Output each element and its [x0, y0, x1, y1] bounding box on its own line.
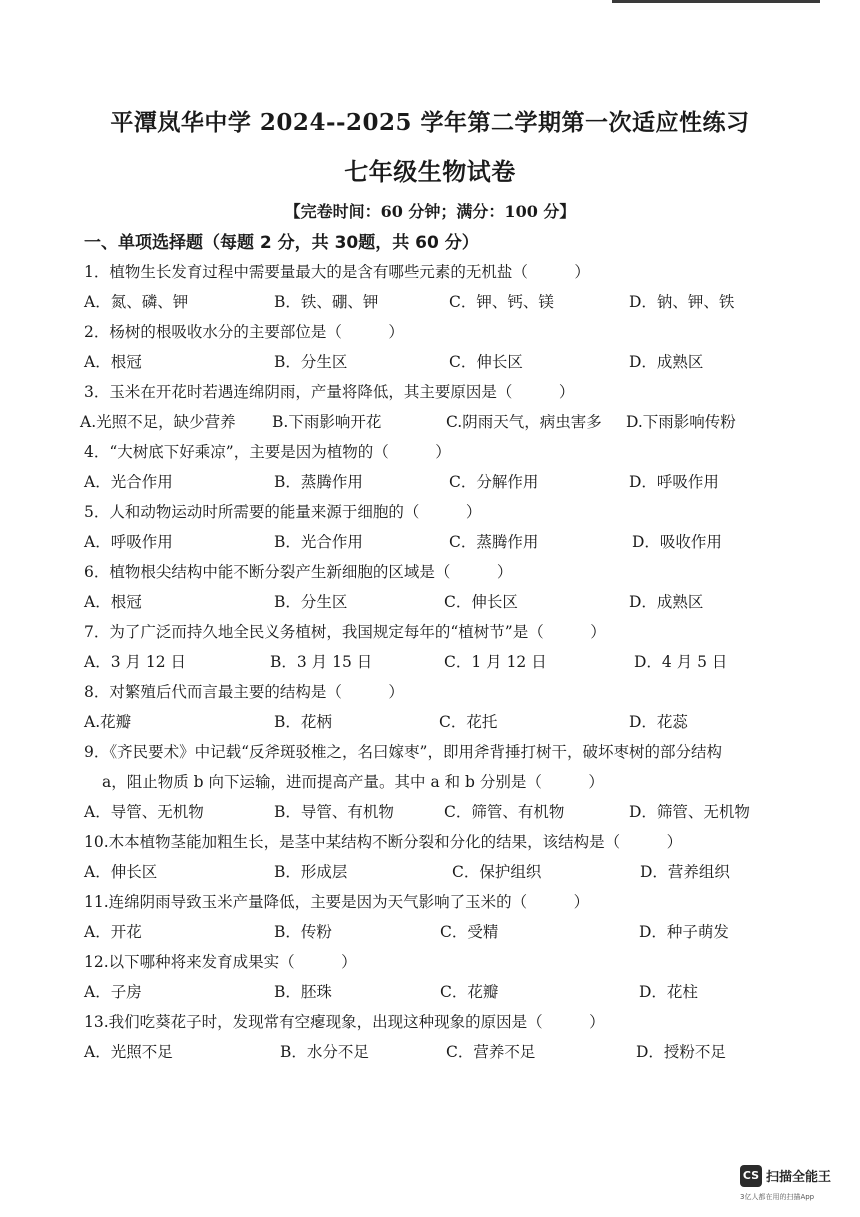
- option-a: A．子房: [84, 983, 142, 1001]
- question-stem: 1．植物生长发育过程中需要量最大的是含有哪些元素的无机盐（ ）: [84, 263, 590, 281]
- option-d: D．呼吸作用: [629, 473, 719, 491]
- section-title: 一、单项选择题（每题 2 分，共 30题，共 60 分）: [84, 233, 479, 253]
- option-a: A．导管、无机物: [84, 803, 204, 821]
- option-c: C．保护组织: [452, 863, 542, 881]
- option-row: [84, 797, 784, 827]
- option-d: D．4 月 5 日: [634, 653, 728, 671]
- option-a: A．3 月 12 日: [84, 653, 187, 671]
- question-stem: 2．杨树的根吸收水分的主要部位是（ ）: [84, 323, 404, 341]
- question-stem: 11.连绵阴雨导致玉米产量降低，主要是因为天气影响了玉米的（ ）: [84, 893, 590, 911]
- option-b: B．分生区: [274, 353, 348, 371]
- option-c: C.阴雨天气，病虫害多: [446, 413, 602, 431]
- option-b: B．光合作用: [274, 533, 363, 551]
- scanner-watermark: [740, 1165, 840, 1205]
- question-stem: 13.我们吃葵花子时，发现常有空瘪现象，出现这种现象的原因是（ ）: [84, 1013, 605, 1031]
- question-stem: 7．为了广泛而持久地全民义务植树，我国规定每年的“植树节”是（ ）: [84, 623, 606, 641]
- camscanner-logo-icon: CS: [740, 1165, 762, 1187]
- option-row: [84, 647, 784, 677]
- question-stem: 12.以下哪种将来发育成果实（ ）: [84, 953, 357, 971]
- question-2: [84, 317, 784, 377]
- option-b: B．导管、有机物: [274, 803, 394, 821]
- option-c: C．钾、钙、镁: [449, 293, 554, 311]
- option-a: A．呼吸作用: [84, 533, 173, 551]
- option-d: D.下雨影响传粉: [626, 413, 736, 431]
- question-7: [84, 617, 784, 677]
- option-row: [84, 527, 784, 557]
- option-row: [84, 587, 784, 617]
- option-a: A.花瓣: [84, 713, 132, 731]
- option-c: C．花托: [439, 713, 498, 731]
- exam-subtitle: 七年级生物试卷: [344, 157, 516, 186]
- option-d: D．花蕊: [629, 713, 688, 731]
- option-b: B．3 月 15 日: [270, 653, 373, 671]
- option-b: B．花柄: [274, 713, 332, 731]
- question-stem-continued: a，阻止物质 b 向下运输，进而提高产量。其中 a 和 b 分别是（ ）: [102, 773, 604, 791]
- option-c: C．分解作用: [449, 473, 539, 491]
- option-row: [84, 707, 784, 737]
- question-stem: 8．对繁殖后代而言最主要的结构是（ ）: [84, 683, 404, 701]
- option-a: A．光合作用: [84, 473, 173, 491]
- question-9: [84, 737, 784, 827]
- question-4: [84, 437, 784, 497]
- option-row: [84, 977, 784, 1007]
- option-row: [84, 857, 784, 887]
- question-stem: 9．《齐民要术》中记载“反斧斑驳椎之，名曰嫁枣”，即用斧背捶打树干，破坏枣树的部分结构: [84, 743, 722, 761]
- option-d: D．成熟区: [629, 593, 704, 611]
- option-row: [84, 287, 784, 317]
- option-d: D．吸收作用: [632, 533, 722, 551]
- option-d: D．筛管、无机物: [629, 803, 750, 821]
- option-a: A.光照不足，缺少营养: [80, 413, 236, 431]
- question-3: [80, 377, 784, 437]
- option-a: A．氮、磷、钾: [84, 293, 189, 311]
- option-b: B．水分不足: [280, 1043, 369, 1061]
- option-c: C．1 月 12 日: [444, 653, 547, 671]
- option-a: A．根冠: [84, 593, 142, 611]
- exam-info: 【完卷时间：60 分钟；满分：100 分】: [284, 202, 576, 221]
- option-c: C．筛管、有机物: [444, 803, 565, 821]
- question-stem: 5．人和动物运动时所需要的能量来源于细胞的（ ）: [84, 503, 482, 521]
- question-stem: 6．植物根尖结构中能不断分裂产生新细胞的区域是（ ）: [84, 563, 513, 581]
- option-d: D．种子萌发: [639, 923, 729, 941]
- question-stem: 4．“大树底下好乘凉”，主要是因为植物的（ ）: [84, 443, 451, 461]
- option-row: [84, 347, 784, 377]
- question-10: [84, 827, 784, 887]
- option-d: D．钠、钾、铁: [629, 293, 735, 311]
- option-b: B．传粉: [274, 923, 332, 941]
- option-row: [84, 1037, 784, 1067]
- option-d: D．花柱: [639, 983, 698, 1001]
- watermark-tagline: 3亿人都在用的扫描App: [740, 1193, 815, 1201]
- question-8: [84, 677, 784, 737]
- option-d: D．成熟区: [629, 353, 704, 371]
- question-stem: 10.木本植物茎能加粗生长，是茎中某结构不断分裂和分化的结果，该结构是（ ）: [84, 833, 683, 851]
- option-c: C．受精: [440, 923, 499, 941]
- option-c: C．花瓣: [440, 983, 499, 1001]
- option-d: D．授粉不足: [636, 1043, 726, 1061]
- question-stem: 3．玉米在开花时若遇连绵阴雨，产量将降低，其主要原因是（ ）: [84, 383, 575, 401]
- option-a: A．开花: [84, 923, 142, 941]
- question-list: [80, 257, 784, 1067]
- option-b: B．形成层: [274, 863, 348, 881]
- option-c: C．营养不足: [446, 1043, 536, 1061]
- exam-title: 平潭岚华中学 2024--2025 学年第二学期第一次适应性练习: [110, 109, 750, 136]
- option-b: B．分生区: [274, 593, 348, 611]
- option-row: [80, 407, 784, 437]
- option-a: A．伸长区: [84, 863, 158, 881]
- question-11: [84, 887, 784, 947]
- option-b: B．蒸腾作用: [274, 473, 363, 491]
- option-a: A．根冠: [84, 353, 142, 371]
- question-1: [84, 257, 784, 317]
- option-a: A．光照不足: [84, 1043, 173, 1061]
- question-6: [84, 557, 784, 617]
- watermark-name: 扫描全能王: [766, 1170, 832, 1185]
- option-b: B.下雨影响开花: [272, 413, 382, 431]
- option-b: B．胚珠: [274, 983, 332, 1001]
- option-c: C．伸长区: [444, 593, 518, 611]
- option-row: [84, 467, 784, 497]
- option-row: [84, 917, 784, 947]
- option-c: C．蒸腾作用: [449, 533, 539, 551]
- question-13: [84, 1007, 784, 1067]
- option-c: C．伸长区: [449, 353, 523, 371]
- question-5: [84, 497, 784, 557]
- question-12: [84, 947, 784, 1007]
- top-edge-mark: [612, 0, 820, 3]
- option-d: D．营养组织: [640, 863, 730, 881]
- option-b: B．铁、硼、钾: [274, 293, 379, 311]
